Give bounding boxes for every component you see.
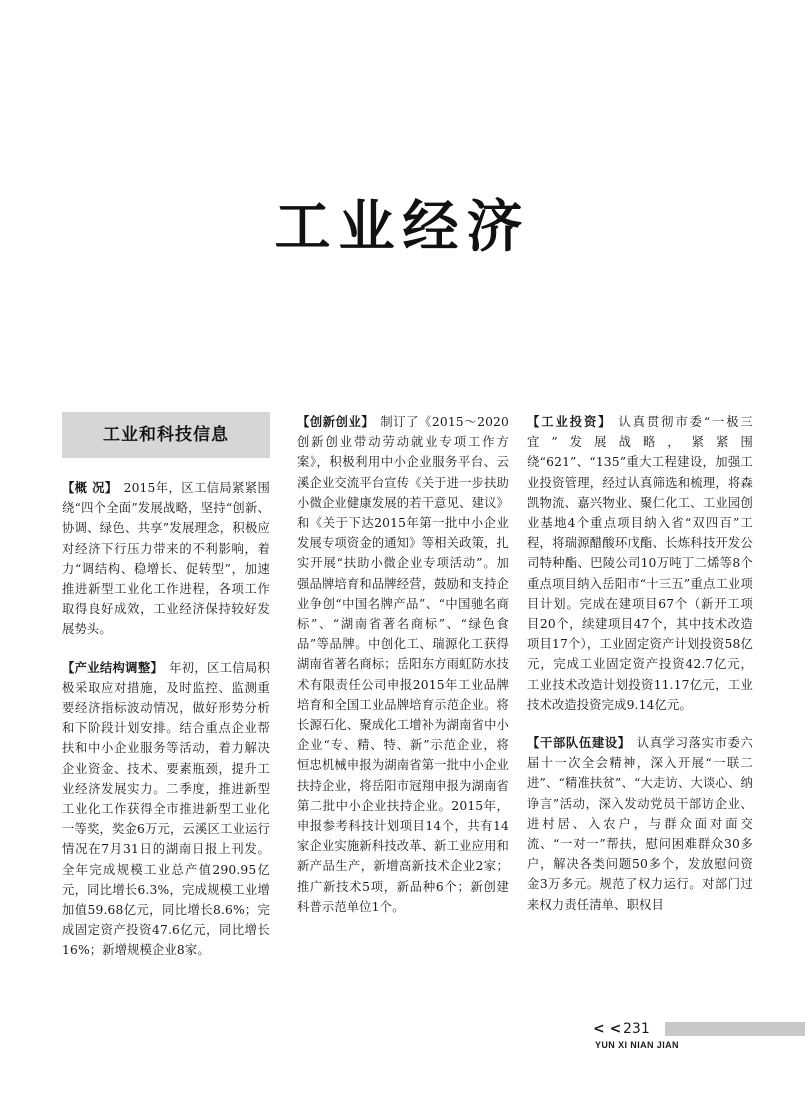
paragraph-tag: 【产业结构调整】 — [62, 660, 164, 675]
paragraph-tag: 【概 况】 — [62, 481, 118, 495]
page-number: 231 — [623, 1019, 653, 1039]
chapter-title: 工业经济 — [274, 194, 531, 260]
paragraph-cadre-building — [527, 733, 753, 915]
paragraph-tag: 【工业投资】 — [527, 415, 613, 429]
double-chevron-left-icon: < < — [593, 1021, 622, 1037]
paragraph-industrial-investment — [527, 412, 753, 715]
paragraph-text: 年初，区工信局积极采取应对措施，及时监控、监测重要经济指标波动情况，做好形势分析和下阶段计划安排。结合重点企业帮扶和中小企业服务等活动，着力解决企业资金、技术、要素瓶颈，提升工业经济发展实力。二季度，推进新型工业化工作获得全市推进新型工业化一等奖，奖金6万元，云溪区工业运行情况在7月31日的湖南日报上刊发。全年完成规模工业总产值290.95亿元，同比增长6.3%，完成规模工业增加值59.68亿元，同比增长8.6%；完成固定资产投资47.6亿元，同比增长16%；新增规模企业8家。 — [62, 660, 270, 958]
section-title: 工业和科技信息 — [62, 412, 270, 458]
column-2 — [297, 412, 509, 935]
footer-bar — [665, 1022, 805, 1036]
column-3 — [527, 412, 753, 933]
column-1 — [62, 412, 270, 979]
paragraph-tag: 【创新创业】 — [297, 415, 375, 429]
book-name: YUN XI NIAN JIAN — [595, 1040, 679, 1050]
paragraph-text: 2015年，区工信局紧紧围绕“四个全面”发展战略，坚持“创新、协调、绿色、共享”发展理念，积极应对经济下行压力带来的不利影响，着力“调结构、稳增长、促转型”，加速推进新型工业化工作进程，各项工作取得良好成效，工业经济保持较好发展势头。 — [62, 481, 271, 637]
paragraph-text: 认真贯彻市委“一极三宜”发展战略，紧紧围绕“621”、“135”重大工程建设，加强工业投资管理，经过认真筛选和梳理，将森凯物流、嘉兴物业、聚仁化工、工业园创业基地4个重点项目纳入省“双四百”工程，将瑞源醋酸环戊酯、长炼科技开发公司特种酯、巴陵公司10万吨丁二烯等8个重点项目纳入岳阳市“十三五”重点工业项目计划。完成在建项目67个（新开工项目20个，续建项目47个，其中技术改造项目17个），工业固定资产计划投资58亿元，完成工业固定资产投资42.7亿元，工业技术改造计划投资11.17亿元，工业技术改造投资完成9.14亿元。 — [527, 415, 753, 712]
paragraph-overview — [62, 478, 270, 640]
paragraph-industry-structure — [62, 658, 270, 961]
paragraph-tag: 【干部队伍建设】 — [527, 736, 631, 751]
page-footer — [593, 1019, 805, 1057]
paragraph-text: 认真学习落实市委六届十一次全会精神，深入开展“一联二进”、“精准扶贫”、“大走访、大谈心、纳诤言”活动，深入发动党员干部访企业、进村居、入农户，与群众面对面交流、“一对一”帮扶，慰问困难群众30多户，解决各类问题50多个，发放慰问资金3万多元。规范了权力运行。对部门过来权力责任清单、职权目 — [527, 736, 753, 912]
paragraph-text: 制订了《2015～2020创新创业带动劳动就业专项工作方案》，积极利用中小企业服务平台、云溪企业交流平台宣传《关于进一步扶助小微企业健康发展的若干意见、建议》和《关于下达2015年第一批中小企业发展专项资金的通知》等相关政策，扎实开展“扶助小微企业专项活动”。加强品牌培育和品牌经营，鼓励和支持企业争创“中国名牌产品”、“中国驰名商标”、“湖南省著名商标”、“绿色食品”等品牌。中创化工、瑞源化工获得湖南省著名商标；岳阳东方雨虹防水技术有限责任公司申报2015年工业品牌培育和全国工业品牌培育示范企业。将长源石化、聚成化工增补为湖南省中小企业“专、精、特、新”示范企业，将恒忠机械申报为湖南省第一批中小企业扶持企业，将岳阳市冠翔申报为湖南省第二批中小企业扶持企业。2015年，申报参考科技计划项目14个，共有14家企业实施新科技改革、新工业应用和新产品生产，新增高新技术企业2家；推广新技术5项，新品种6个；新创建科普示范单位1个。 — [297, 415, 509, 914]
paragraph-innovation — [297, 412, 509, 917]
